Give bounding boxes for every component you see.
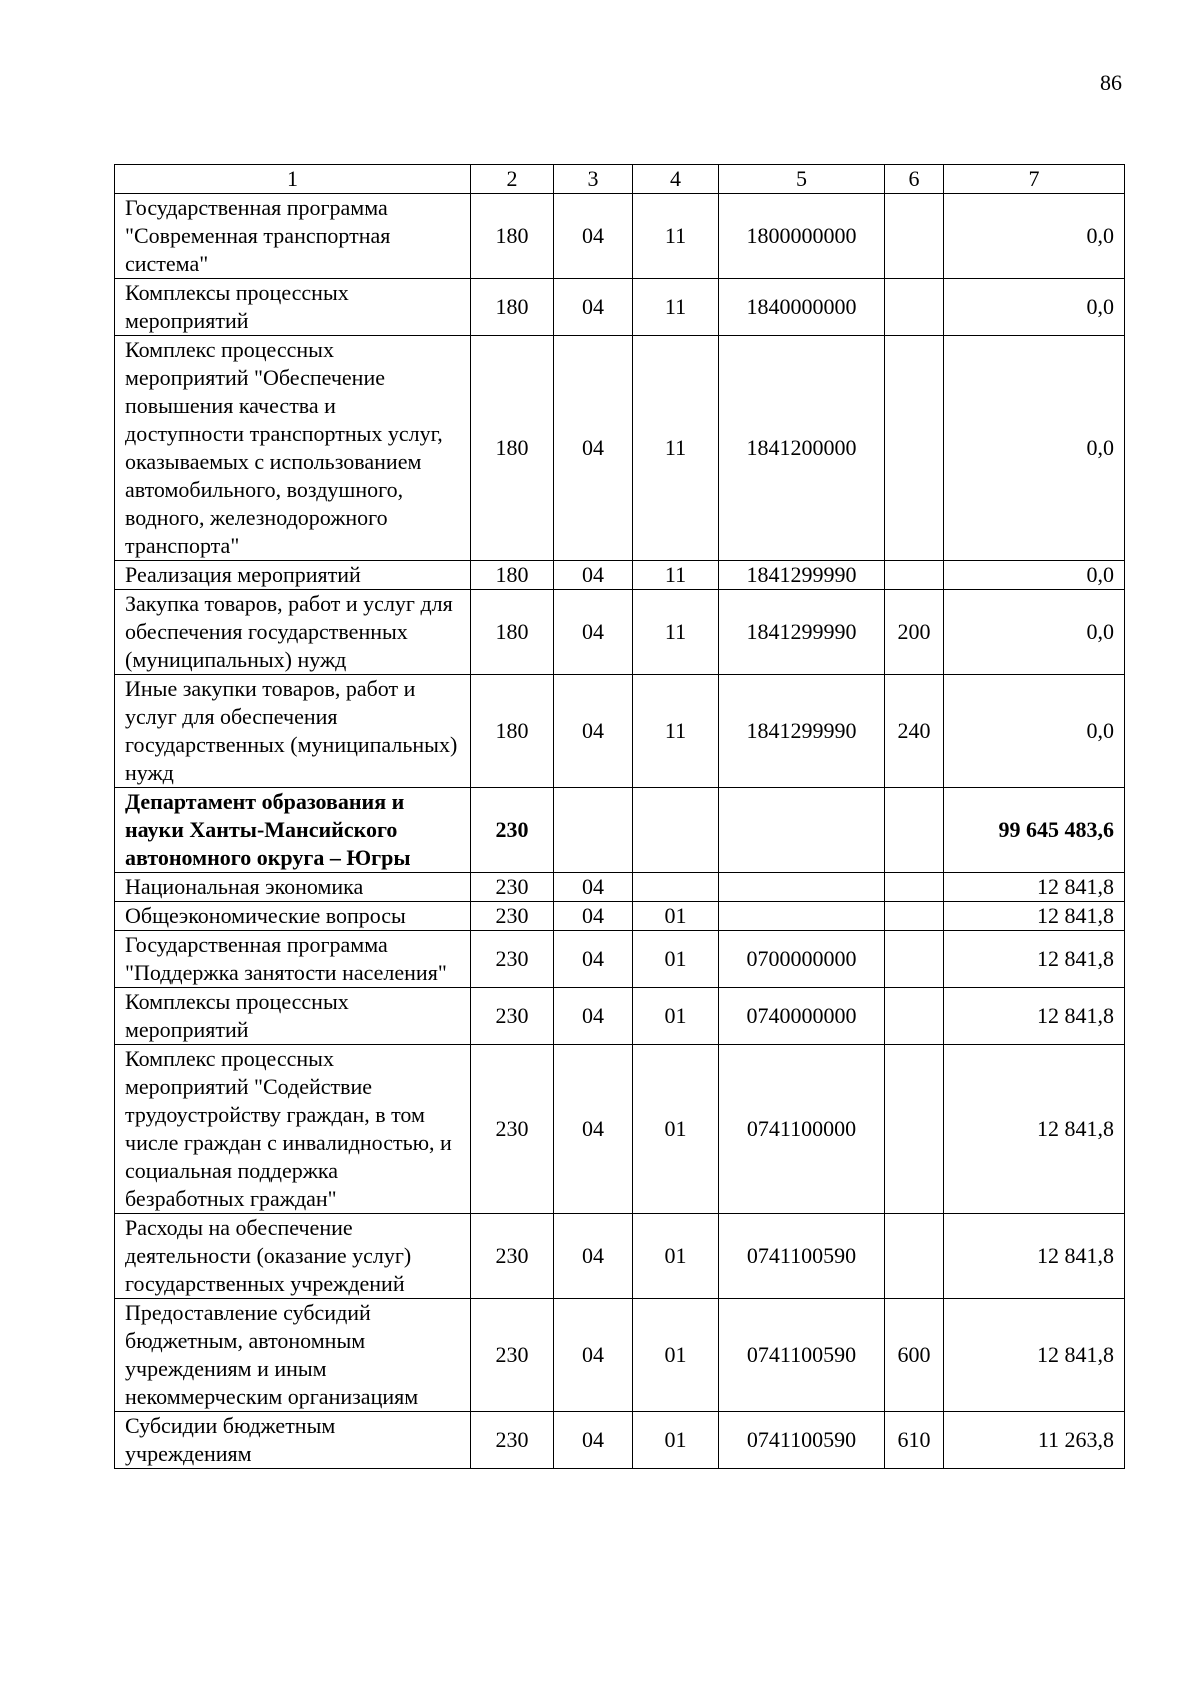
table-row	[115, 590, 1125, 675]
table-row	[115, 1045, 1125, 1214]
column-header-5: 5	[719, 165, 885, 194]
row-admin-code-cell: 180	[471, 675, 554, 788]
row-target-article-cell: 1841299990	[719, 675, 885, 788]
row-section-cell: 04	[554, 873, 633, 902]
row-target-article-cell: 0700000000	[719, 931, 885, 988]
row-target-article-cell: 1800000000	[719, 194, 885, 279]
row-section-cell: 04	[554, 279, 633, 336]
column-header-1: 1	[115, 165, 471, 194]
row-admin-code-cell: 230	[471, 931, 554, 988]
row-target-article-cell: 1841299990	[719, 561, 885, 590]
table-row	[115, 561, 1125, 590]
row-target-article-cell: 0740000000	[719, 988, 885, 1045]
row-subsection-cell: 01	[633, 931, 719, 988]
row-subsection-cell: 11	[633, 194, 719, 279]
row-subsection-cell: 11	[633, 336, 719, 561]
table-row	[115, 931, 1125, 988]
row-target-article-cell: 0741100000	[719, 1045, 885, 1214]
column-header-3: 3	[554, 165, 633, 194]
row-admin-code-cell: 180	[471, 561, 554, 590]
row-section-cell: 04	[554, 194, 633, 279]
row-amount-cell: 12 841,8	[944, 988, 1125, 1045]
page-number: 86	[1100, 70, 1122, 95]
row-amount-cell: 12 841,8	[944, 902, 1125, 931]
row-subsection-cell	[633, 788, 719, 873]
table-row	[115, 194, 1125, 279]
row-name-cell: Государственная программа "Поддержка занятости населения"	[115, 931, 471, 988]
row-subsection-cell: 01	[633, 1045, 719, 1214]
row-subsection-cell: 01	[633, 902, 719, 931]
row-section-cell: 04	[554, 1045, 633, 1214]
row-admin-code-cell: 180	[471, 194, 554, 279]
row-name-cell: Иные закупки товаров, работ и услуг для обеспечения государственных (муниципальных) нужд	[115, 675, 471, 788]
row-amount-cell: 0,0	[944, 279, 1125, 336]
row-admin-code-cell: 230	[471, 873, 554, 902]
row-target-article-cell: 1841299990	[719, 590, 885, 675]
row-section-cell: 04	[554, 675, 633, 788]
table-row	[115, 788, 1125, 873]
row-amount-cell: 12 841,8	[944, 873, 1125, 902]
row-admin-code-cell: 230	[471, 988, 554, 1045]
row-section-cell: 04	[554, 561, 633, 590]
row-name-cell: Субсидии бюджетным учреждениям	[115, 1412, 471, 1469]
table-row	[115, 279, 1125, 336]
row-name-cell: Комплексы процессных мероприятий	[115, 279, 471, 336]
row-expense-type-cell	[885, 988, 944, 1045]
row-expense-type-cell	[885, 931, 944, 988]
row-admin-code-cell: 180	[471, 279, 554, 336]
row-name-cell: Предоставление субсидий бюджетным, автономным учреждениям и иным некоммерческим организациям	[115, 1299, 471, 1412]
row-amount-cell: 0,0	[944, 590, 1125, 675]
row-section-cell: 04	[554, 931, 633, 988]
row-section-cell: 04	[554, 1214, 633, 1299]
row-amount-cell: 0,0	[944, 336, 1125, 561]
column-header-2: 2	[471, 165, 554, 194]
row-target-article-cell: 1841200000	[719, 336, 885, 561]
row-expense-type-cell	[885, 279, 944, 336]
row-target-article-cell: 0741100590	[719, 1299, 885, 1412]
row-expense-type-cell	[885, 336, 944, 561]
row-amount-cell: 12 841,8	[944, 931, 1125, 988]
row-subsection-cell	[633, 873, 719, 902]
budget-table	[114, 164, 1125, 1469]
row-amount-cell: 11 263,8	[944, 1412, 1125, 1469]
row-target-article-cell: 1840000000	[719, 279, 885, 336]
row-section-cell	[554, 788, 633, 873]
row-admin-code-cell: 230	[471, 1299, 554, 1412]
row-section-cell: 04	[554, 336, 633, 561]
row-name-cell: Реализация мероприятий	[115, 561, 471, 590]
row-amount-cell: 0,0	[944, 561, 1125, 590]
row-subsection-cell: 11	[633, 675, 719, 788]
column-header-4: 4	[633, 165, 719, 194]
row-amount-cell: 99 645 483,6	[944, 788, 1125, 873]
row-target-article-cell	[719, 902, 885, 931]
table-header-row	[115, 165, 1125, 194]
table-body	[115, 194, 1125, 1469]
row-section-cell: 04	[554, 1412, 633, 1469]
row-admin-code-cell: 230	[471, 1214, 554, 1299]
table-row	[115, 336, 1125, 561]
row-expense-type-cell: 600	[885, 1299, 944, 1412]
row-expense-type-cell	[885, 561, 944, 590]
row-name-cell: Государственная программа "Современная транспортная система"	[115, 194, 471, 279]
row-name-cell: Комплексы процессных мероприятий	[115, 988, 471, 1045]
row-section-cell: 04	[554, 902, 633, 931]
row-admin-code-cell: 180	[471, 336, 554, 561]
row-expense-type-cell	[885, 902, 944, 931]
row-section-cell: 04	[554, 590, 633, 675]
row-subsection-cell: 01	[633, 988, 719, 1045]
row-subsection-cell: 11	[633, 561, 719, 590]
row-expense-type-cell: 200	[885, 590, 944, 675]
row-expense-type-cell	[885, 194, 944, 279]
row-name-cell: Расходы на обеспечение деятельности (оказание услуг) государственных учреждений	[115, 1214, 471, 1299]
row-name-cell: Общеэкономические вопросы	[115, 902, 471, 931]
row-section-cell: 04	[554, 1299, 633, 1412]
row-subsection-cell: 01	[633, 1299, 719, 1412]
row-admin-code-cell: 180	[471, 590, 554, 675]
table-row	[115, 988, 1125, 1045]
row-section-cell: 04	[554, 988, 633, 1045]
row-target-article-cell	[719, 873, 885, 902]
row-target-article-cell: 0741100590	[719, 1214, 885, 1299]
row-expense-type-cell	[885, 788, 944, 873]
column-header-6: 6	[885, 165, 944, 194]
row-subsection-cell: 01	[633, 1412, 719, 1469]
row-target-article-cell: 0741100590	[719, 1412, 885, 1469]
table-row	[115, 902, 1125, 931]
table-row	[115, 1299, 1125, 1412]
row-amount-cell: 12 841,8	[944, 1214, 1125, 1299]
row-amount-cell: 12 841,8	[944, 1045, 1125, 1214]
table-row	[115, 873, 1125, 902]
row-expense-type-cell: 610	[885, 1412, 944, 1469]
table-row	[115, 1412, 1125, 1469]
row-name-cell: Комплекс процессных мероприятий "Обеспечение повышения качества и доступности транспортных услуг, оказываемых с использованием автомобильного, воздушного, водного, железнодорожного транспорта"	[115, 336, 471, 561]
row-admin-code-cell: 230	[471, 1412, 554, 1469]
row-subsection-cell: 01	[633, 1214, 719, 1299]
row-subsection-cell: 11	[633, 279, 719, 336]
row-expense-type-cell	[885, 1045, 944, 1214]
row-amount-cell: 0,0	[944, 194, 1125, 279]
row-admin-code-cell: 230	[471, 902, 554, 931]
row-name-cell: Департамент образования и науки Ханты-Мансийского автономного округа – Югры	[115, 788, 471, 873]
row-name-cell: Закупка товаров, работ и услуг для обеспечения государственных (муниципальных) нужд	[115, 590, 471, 675]
row-expense-type-cell: 240	[885, 675, 944, 788]
row-amount-cell: 12 841,8	[944, 1299, 1125, 1412]
row-target-article-cell	[719, 788, 885, 873]
row-admin-code-cell: 230	[471, 788, 554, 873]
table-row	[115, 1214, 1125, 1299]
row-name-cell: Комплекс процессных мероприятий "Содействие трудоустройству граждан, в том числе граждан с инвалидностью, и социальная поддержка безработных граждан"	[115, 1045, 471, 1214]
row-amount-cell: 0,0	[944, 675, 1125, 788]
row-expense-type-cell	[885, 873, 944, 902]
row-name-cell: Национальная экономика	[115, 873, 471, 902]
row-expense-type-cell	[885, 1214, 944, 1299]
table-row	[115, 675, 1125, 788]
row-subsection-cell: 11	[633, 590, 719, 675]
column-header-7: 7	[944, 165, 1125, 194]
row-admin-code-cell: 230	[471, 1045, 554, 1214]
